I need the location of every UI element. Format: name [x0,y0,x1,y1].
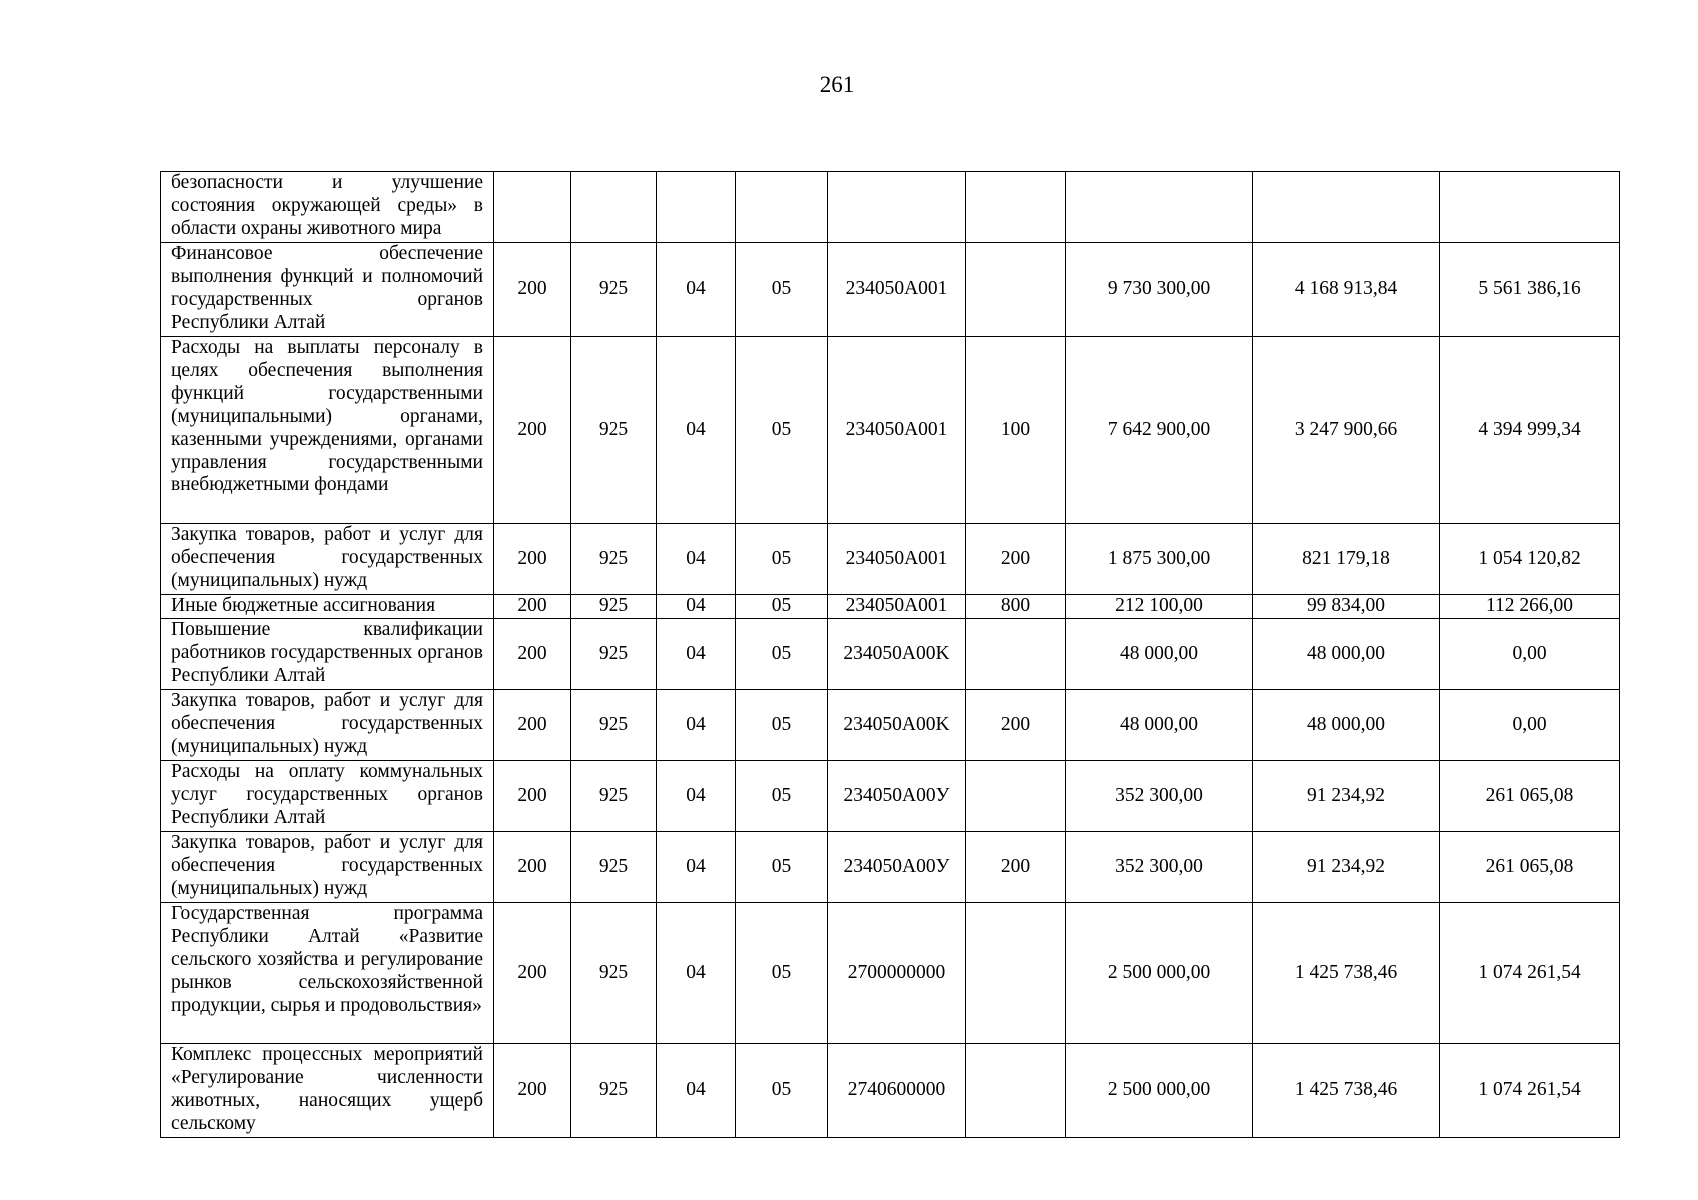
cell-section: 04 [657,619,736,690]
cell-plan: 352 300,00 [1066,832,1253,903]
row-name: Финансовое обеспечение выполнения функций и полномочий государственных органов Республики Алтай [161,243,494,337]
row-name: Расходы на выплаты персоналу в целях обеспечения выполнения функций государственными (муниципальными) органами, казенными учреждениями, органами управления государственными внебюджетными фондами [161,337,494,524]
cell-remaining: 5 561 386,16 [1440,243,1620,337]
table-row [161,903,1620,1044]
table-row [161,832,1620,903]
cell-target-item: 234050A00K [828,690,966,761]
row-name: Комплекс процессных мероприятий «Регулирование численности животных, наносящих ущерб сельскому [161,1044,494,1138]
page-number [0,72,1698,98]
cell-target-item: 234050A00У [828,832,966,903]
table-row [161,172,1620,243]
cell-admin: 200 [494,903,571,1044]
cell-subsection: 05 [736,337,828,524]
cell-executed: 99 834,00 [1253,595,1440,619]
cell-target-item: 234050A00У [828,761,966,832]
cell-remaining: 0,00 [1440,619,1620,690]
cell-ministry: 925 [571,337,657,524]
row-name: Расходы на оплату коммунальных услуг государственных органов Республики Алтай [161,761,494,832]
cell-ministry: 925 [571,903,657,1044]
cell-expense-type: 100 [966,337,1066,524]
cell-executed: 48 000,00 [1253,690,1440,761]
cell-plan: 7 642 900,00 [1066,337,1253,524]
cell-subsection: 05 [736,243,828,337]
cell-target-item: 234050A001 [828,337,966,524]
cell-expense-type: 200 [966,832,1066,903]
row-name: Повышение квалификации работников государственных органов Республики Алтай [161,619,494,690]
cell-remaining: 1 074 261,54 [1440,1044,1620,1138]
cell-executed: 3 247 900,66 [1253,337,1440,524]
cell-plan: 48 000,00 [1066,690,1253,761]
cell-remaining [1440,172,1620,243]
cell-executed: 1 425 738,46 [1253,1044,1440,1138]
cell-expense-type [966,1044,1066,1138]
cell-remaining: 261 065,08 [1440,832,1620,903]
cell-plan: 9 730 300,00 [1066,243,1253,337]
cell-admin: 200 [494,595,571,619]
cell-plan: 2 500 000,00 [1066,903,1253,1044]
cell-plan: 48 000,00 [1066,619,1253,690]
cell-section: 04 [657,903,736,1044]
cell-executed: 91 234,92 [1253,761,1440,832]
cell-expense-type [966,619,1066,690]
row-name: Государственная программа Республики Алтай «Развитие сельского хозяйства и регулирование рынков сельскохозяйственной продукции, сырья и продовольствия» [161,903,494,1044]
cell-target-item: 2740600000 [828,1044,966,1138]
cell-remaining: 1 054 120,82 [1440,524,1620,595]
row-name: Закупка товаров, работ и услуг для обеспечения государственных (муниципальных) нужд [161,690,494,761]
cell-subsection: 05 [736,1044,828,1138]
cell-section: 04 [657,524,736,595]
cell-executed: 48 000,00 [1253,619,1440,690]
cell-section: 04 [657,832,736,903]
cell-executed [1253,172,1440,243]
table-row [161,1044,1620,1138]
cell-admin: 200 [494,690,571,761]
cell-target-item: 234050A00K [828,619,966,690]
cell-remaining: 261 065,08 [1440,761,1620,832]
cell-admin: 200 [494,619,571,690]
cell-subsection [736,172,828,243]
cell-remaining: 0,00 [1440,690,1620,761]
cell-target-item [828,172,966,243]
table-row [161,690,1620,761]
cell-remaining: 1 074 261,54 [1440,903,1620,1044]
cell-section: 04 [657,761,736,832]
cell-executed: 91 234,92 [1253,832,1440,903]
cell-plan: 2 500 000,00 [1066,1044,1253,1138]
cell-remaining: 112 266,00 [1440,595,1620,619]
cell-remaining: 4 394 999,34 [1440,337,1620,524]
cell-admin: 200 [494,337,571,524]
cell-ministry [571,172,657,243]
cell-expense-type: 800 [966,595,1066,619]
cell-subsection: 05 [736,690,828,761]
cell-ministry: 925 [571,243,657,337]
cell-admin: 200 [494,1044,571,1138]
cell-section: 04 [657,595,736,619]
cell-target-item: 2700000000 [828,903,966,1044]
cell-subsection: 05 [736,595,828,619]
cell-section: 04 [657,1044,736,1138]
row-name: безопасности и улучшение состояния окружающей среды» в области охраны животного мира [161,172,494,243]
cell-plan [1066,172,1253,243]
row-name: Иные бюджетные ассигнования [161,595,494,619]
cell-ministry: 925 [571,595,657,619]
cell-subsection: 05 [736,832,828,903]
cell-admin [494,172,571,243]
cell-plan: 212 100,00 [1066,595,1253,619]
cell-subsection: 05 [736,619,828,690]
cell-admin: 200 [494,832,571,903]
row-name: Закупка товаров, работ и услуг для обеспечения государственных (муниципальных) нужд [161,832,494,903]
cell-ministry: 925 [571,619,657,690]
cell-ministry: 925 [571,1044,657,1138]
budget-table [160,171,1620,1138]
table-row [161,243,1620,337]
cell-section: 04 [657,243,736,337]
table-row [161,761,1620,832]
cell-expense-type [966,172,1066,243]
cell-ministry: 925 [571,690,657,761]
cell-plan: 352 300,00 [1066,761,1253,832]
cell-expense-type [966,243,1066,337]
page-number-text: 261 [819,72,855,97]
cell-ministry: 925 [571,832,657,903]
cell-target-item: 234050A001 [828,595,966,619]
cell-executed: 4 168 913,84 [1253,243,1440,337]
cell-expense-type: 200 [966,524,1066,595]
row-name: Закупка товаров, работ и услуг для обеспечения государственных (муниципальных) нужд [161,524,494,595]
cell-section: 04 [657,690,736,761]
cell-ministry: 925 [571,524,657,595]
table-row [161,337,1620,524]
cell-target-item: 234050A001 [828,243,966,337]
cell-subsection: 05 [736,524,828,595]
cell-target-item: 234050A001 [828,524,966,595]
cell-admin: 200 [494,243,571,337]
table-row [161,595,1620,619]
cell-expense-type: 200 [966,690,1066,761]
table-row [161,619,1620,690]
cell-admin: 200 [494,524,571,595]
cell-admin: 200 [494,761,571,832]
cell-expense-type [966,761,1066,832]
cell-section: 04 [657,337,736,524]
table-row [161,524,1620,595]
cell-executed: 821 179,18 [1253,524,1440,595]
cell-executed: 1 425 738,46 [1253,903,1440,1044]
cell-plan: 1 875 300,00 [1066,524,1253,595]
cell-subsection: 05 [736,761,828,832]
cell-subsection: 05 [736,903,828,1044]
cell-ministry: 925 [571,761,657,832]
cell-expense-type [966,903,1066,1044]
cell-section [657,172,736,243]
